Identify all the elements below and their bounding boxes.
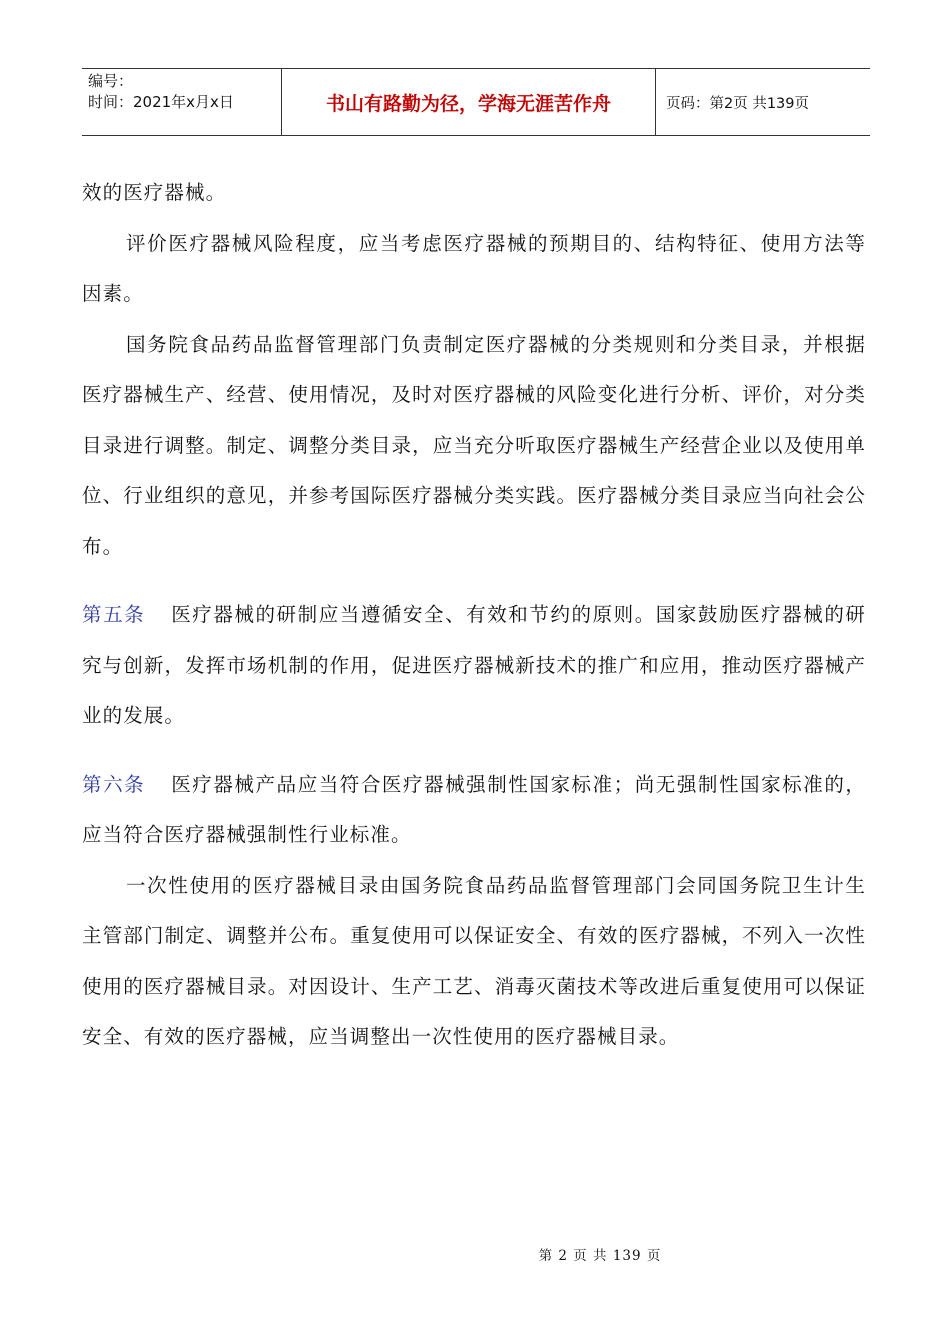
- footer-page-number: 第 2 页 共 139 页: [538, 1248, 662, 1264]
- paragraph: 评价医疗器械风险程度，应当考虑医疗器械的预期目的、结构特征、使用方法等因素。: [82, 231, 866, 305]
- header-motto: 书山有路勤为径，学海无涯苦作舟: [282, 69, 656, 135]
- paragraph: 效的医疗器械。: [82, 181, 227, 204]
- document-body: [82, 168, 866, 1063]
- header-page-info: 页码：第2页 共139页: [666, 95, 810, 112]
- article-text: 医疗器械的研制应当遵循安全、有效和节约的原则。国家鼓励医疗器械的研究与创新，发挥市场机制的作用，促进医疗器械新技术的推广和应用，推动医疗器械产业的发展。: [82, 603, 866, 727]
- header-meta: [82, 69, 282, 135]
- serial-label: 编号：: [88, 72, 134, 90]
- paragraph: 国务院食品药品监督管理部门负责制定医疗器械的分类规则和分类目录，并根据医疗器械生产、经营、使用情况，及时对医疗器械的风险变化进行分析、评价，对分类目录进行调整。制定、调整分类目录，应当充分听取医疗器械生产经营企业以及使用单位、行业组织的意见，并参考国际医疗器械分类实践。医疗器械分类目录应当向社会公布。: [82, 332, 866, 558]
- article-paragraph: [82, 760, 866, 861]
- article-number: 第五条: [82, 603, 146, 626]
- time-label: 时间：2021年x月x日: [88, 93, 234, 111]
- page-footer: [0, 1244, 950, 1264]
- article-paragraph: [82, 590, 866, 742]
- paragraph: 一次性使用的医疗器械目录由国务院食品药品监督管理部门会同国务院卫生计生主管部门制定、调整并公布。重复使用可以保证安全、有效的医疗器械，不列入一次性使用的医疗器械目录。对因设计、生产工艺、消毒灭菌技术等改进后重复使用可以保证安全、有效的医疗器械，应当调整出一次性使用的医疗器械目录。: [82, 873, 866, 1048]
- page-header: [82, 68, 870, 136]
- article-text: 医疗器械产品应当符合医疗器械强制性国家标准；尚无强制性国家标准的，应当符合医疗器械强制性行业标准。: [82, 772, 866, 846]
- article-number: 第六条: [82, 772, 146, 796]
